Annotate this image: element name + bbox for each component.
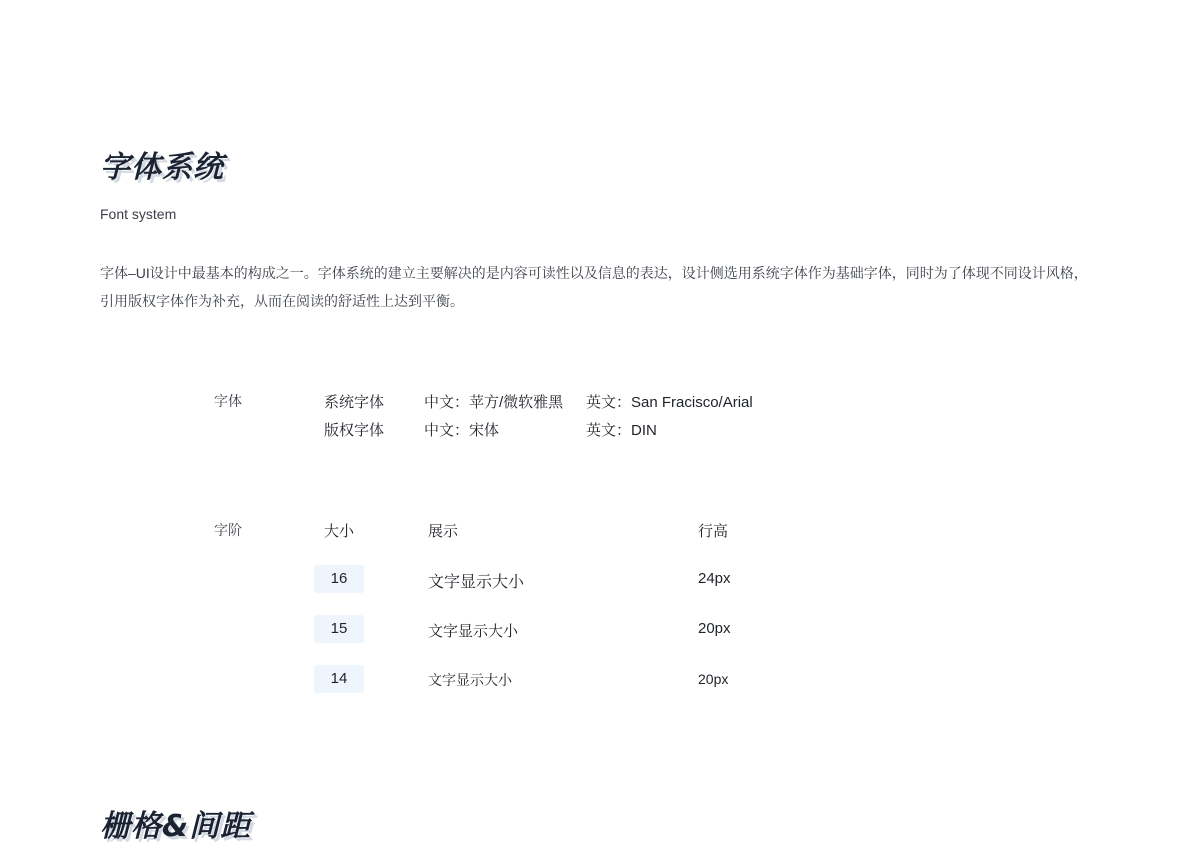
font-type-system: 系统字体 [324,394,385,411]
font-system-intro: 字体–UI设计中最基本的构成之一。字体系统的建立主要解决的是内容可读性以及信息的表达，设计侧选用系统字体作为基础字体，同时为了体现不同设计风格，引用版权字体作为补充，从而在阅读的舒适性上达到平衡。 [100,265,1088,309]
line-height-15: 20px [698,620,731,637]
font-english-copyright: 英文：DIN [586,422,657,439]
font-chinese-system: 中文：苹方/微软雅黑 [424,394,564,411]
sample-text-14: 文字显示大小 [428,672,512,688]
scale-label: 字阶 [214,522,242,538]
scale-header-size: 大小 [324,523,355,540]
sample-text-15: 文字显示大小 [428,623,519,640]
scale-header-line-height: 行高 [698,523,729,540]
font-type-copyright: 版权字体 [324,422,385,439]
line-height-14: 20px [698,671,729,687]
line-height-16: 24px [698,570,731,587]
font-english-system: 英文：San Fracisco/Arial [586,394,753,411]
grid-spacing-title: 栅格&间距 [100,809,252,844]
font-chinese-copyright: 中文：宋体 [424,422,500,439]
fonts-label: 字体 [214,393,242,409]
size-badge-16: 16 [314,565,364,593]
scale-header-display: 展示 [428,523,459,540]
font-system-subtitle: Font system [100,206,177,222]
sample-text-16: 文字显示大小 [428,574,525,591]
font-system-title: 字体系统 [100,150,224,185]
size-badge-14: 14 [314,665,364,693]
size-badge-15: 15 [314,615,364,643]
